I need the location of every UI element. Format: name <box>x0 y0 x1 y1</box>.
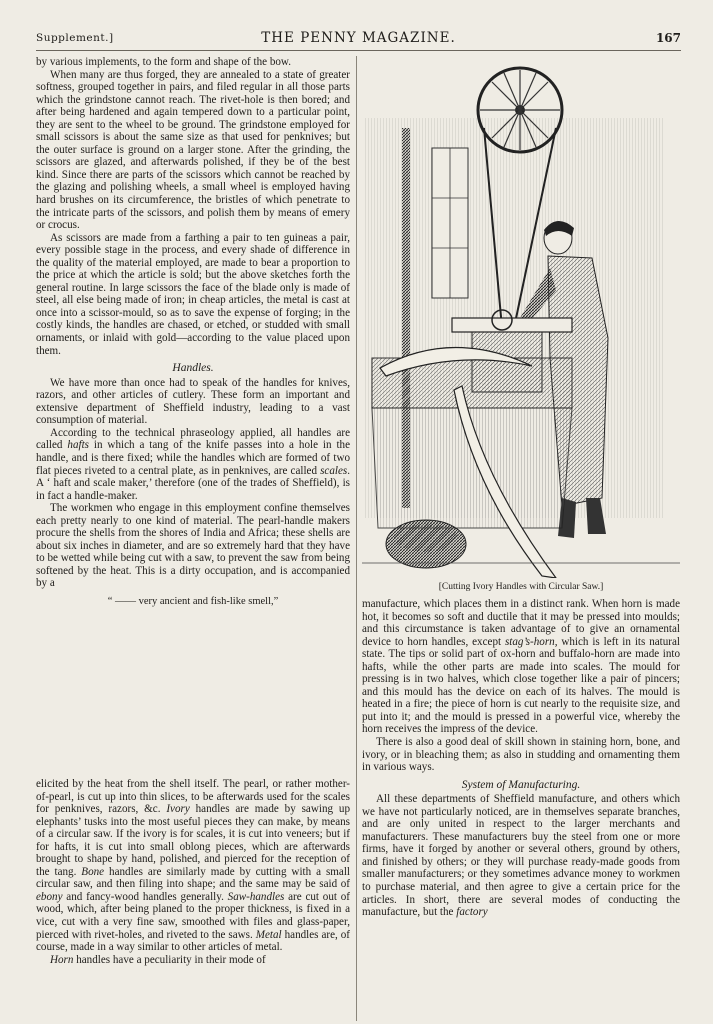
paragraph: The workmen who engage in this employment confine themselves each pretty nearly to one kind of material. The pearl-handle makers procure the shells from the shores of India and Africa; these shells are about six inches in diameter, and are so extremely hard that they have to be wetted while being cut with a saw, to prevent the saw from being softened by the heat. This is a dirty occupation, and is accompanied by a <box>36 502 350 590</box>
term-horn: Horn <box>50 953 74 966</box>
term-scales: scales <box>320 464 348 477</box>
left-column-top <box>36 56 350 615</box>
term-ebony: ebony <box>36 890 63 903</box>
figure-caption: [Cutting Ivory Handles with Circular Saw.] <box>438 582 604 592</box>
left-column-bottom <box>36 778 350 966</box>
paragraph-horn: Horn handles have a peculiarity in their mode of <box>50 953 266 966</box>
header-rule <box>36 50 681 51</box>
term-hafts: hafts <box>67 439 89 452</box>
page-number: 167 <box>655 31 681 45</box>
engraving-illustration <box>362 58 680 578</box>
right-column <box>362 598 680 919</box>
term-bone: Bone <box>81 865 105 878</box>
section-label: Supplement.] <box>36 32 114 44</box>
term-ivory: Ivory <box>166 803 190 816</box>
magazine-title: THE PENNY MAGAZINE. <box>261 30 456 46</box>
paragraph: We have more than once had to speak of the handles for knives, razors, and other articles of cutlery. These form an important and extensive department of Sheffield industry, leading to a vast consumption of material. <box>36 376 350 427</box>
paragraph: When many are thus forged, they are annealed to a state of greater softness, grouped together in pairs, and filed regular in all those parts which the grindstone cannot reach. The rivet-hole is then bored; and after being hardened and again tempered down to a particular point, they are sent to the wheel to be ground. The grindstone employed for small scissors is about the same size as that used for penknives; but the outer surface is ground on a larger stone. After the grinding, the scissors are glazed, and afterwards polished, if they be of the best kind. Since there are parts of the scissors which cannot be reached by the glazing and polishing wheels, a small wheel is employed having hard brushes on its circumference, the bristles of which penetrate to the intricate parts of the scissors, and polish them by means of emery or crocus. <box>36 68 350 232</box>
paragraph-materials: elicited by the heat from the shell itself. The pearl, or rather mother-of-pearl, is cut up into thin slices, to be afterwards used for the scales for penknives, razors, &c. Ivory handles are made by sawing up elephants’ tusks into the most useful pieces they can make, by means of a circular saw. If the ivory is for scales, it is cut into veneers; but if for hafts, it is cut into small oblong pieces, which are afterwards brought to shape by hand, polished, and pierced for the reception of the tang. Bone handles are similarly made by cutting with a small circular saw, and then filing into shape; and the same may be said of ebony and fancy-wood handles generally. Saw-handles are cut out of wood, which, after being planed to the proper thickness, is fixed in a vice, cut with a very fine saw, smoothed with files and glass-paper, pierced with rivet-holes, and riveted to the saws. Metal handles are, of course, made in a way similar to other articles of metal. <box>36 778 350 954</box>
term-saw-handles: Saw-handles <box>227 890 285 903</box>
paragraph: As scissors are made from a farthing a pair to ten guineas a pair, every possible stage in the process, and every shade of difference in the quality of the material employed, are made to bear a proportion to the price at which the article is sold; but the above sketches forth the general routine. In large scissors the face of the blade only is made of steel, all else being made of iron; in cheap articles, the metal is cast at once into a scissor-mould, so as to save the expense of forging; in the costly kinds, the handles are chased, or etched, or studded with small ornaments, or inlaid with gold—according to the value placed upon them. <box>36 231 350 357</box>
paragraph-system: All these departments of Sheffield manufacture, and others which we have not particularly noticed, are in themselves separate branches, and are only united in respect to the larger merchants and manufacturers. These manufacturers buy the steel from one or more firms, have it forged by another or several others, ground by others, and finished by others; or they will purchase ready-made goods from smaller manufacturers; or they sometimes advance money to workmen to purchase material, and then agree to give a certain price for the articles. In short, there are several modes of conducting the manufacture, but the factory <box>362 793 680 919</box>
term-stags-horn: stag’s-horn, <box>504 635 558 648</box>
engraving-drawing <box>362 58 680 578</box>
quotation: “ —— very ancient and fish-like smell,” <box>107 595 279 607</box>
column-divider <box>356 56 357 1021</box>
paragraph: There is also a good deal of skill shown in staining horn, bone, and ivory, or in bleaching them; as also in studding and ornamenting them in various ways. <box>362 736 680 774</box>
paragraph-hafts: According to the technical phraseology applied, all handles are called hafts in which a tang of the knife passes into a hole in the handle, and is there fixed; while the handles which are formed of two flat pieces riveted to a central plate, as in penknives, are called scales. A ‘ haft and scale maker,’ therefore (one of the trades of Sheffield), is in fact a handle-maker. <box>36 426 351 502</box>
page-header <box>36 30 681 50</box>
section-heading-handles: Handles. <box>172 362 214 375</box>
paragraph-horn-manufacture: manufacture, which places them in a distinct rank. When horn is made hot, it becomes so soft and ductile that it may be pressed into moulds; and this circumstance is taken advantage of to give an ornamental device to horn handles, except stag’s-horn, which is left in its natural state. The tips or solid part of ox-horn and buffalo-horn are made into hafts, while the other parts are made into scales. The mould for pressing is in two halves, which close together like a pair of pincers; and this mould has the device on each of its halves. The mould is heated in a fire; the piece of horn is cut nearly to the requisite size, and put into it; and the mould is pressed in a powerful vice, whereby the horn receives the impress of the device. <box>362 598 680 736</box>
term-metal: Metal <box>255 928 282 941</box>
section-heading-system: System of Manufacturing. <box>461 778 581 791</box>
paragraph: by various implements, to the form and shape of the bow. <box>36 56 291 68</box>
term-factory: factory <box>456 906 488 919</box>
